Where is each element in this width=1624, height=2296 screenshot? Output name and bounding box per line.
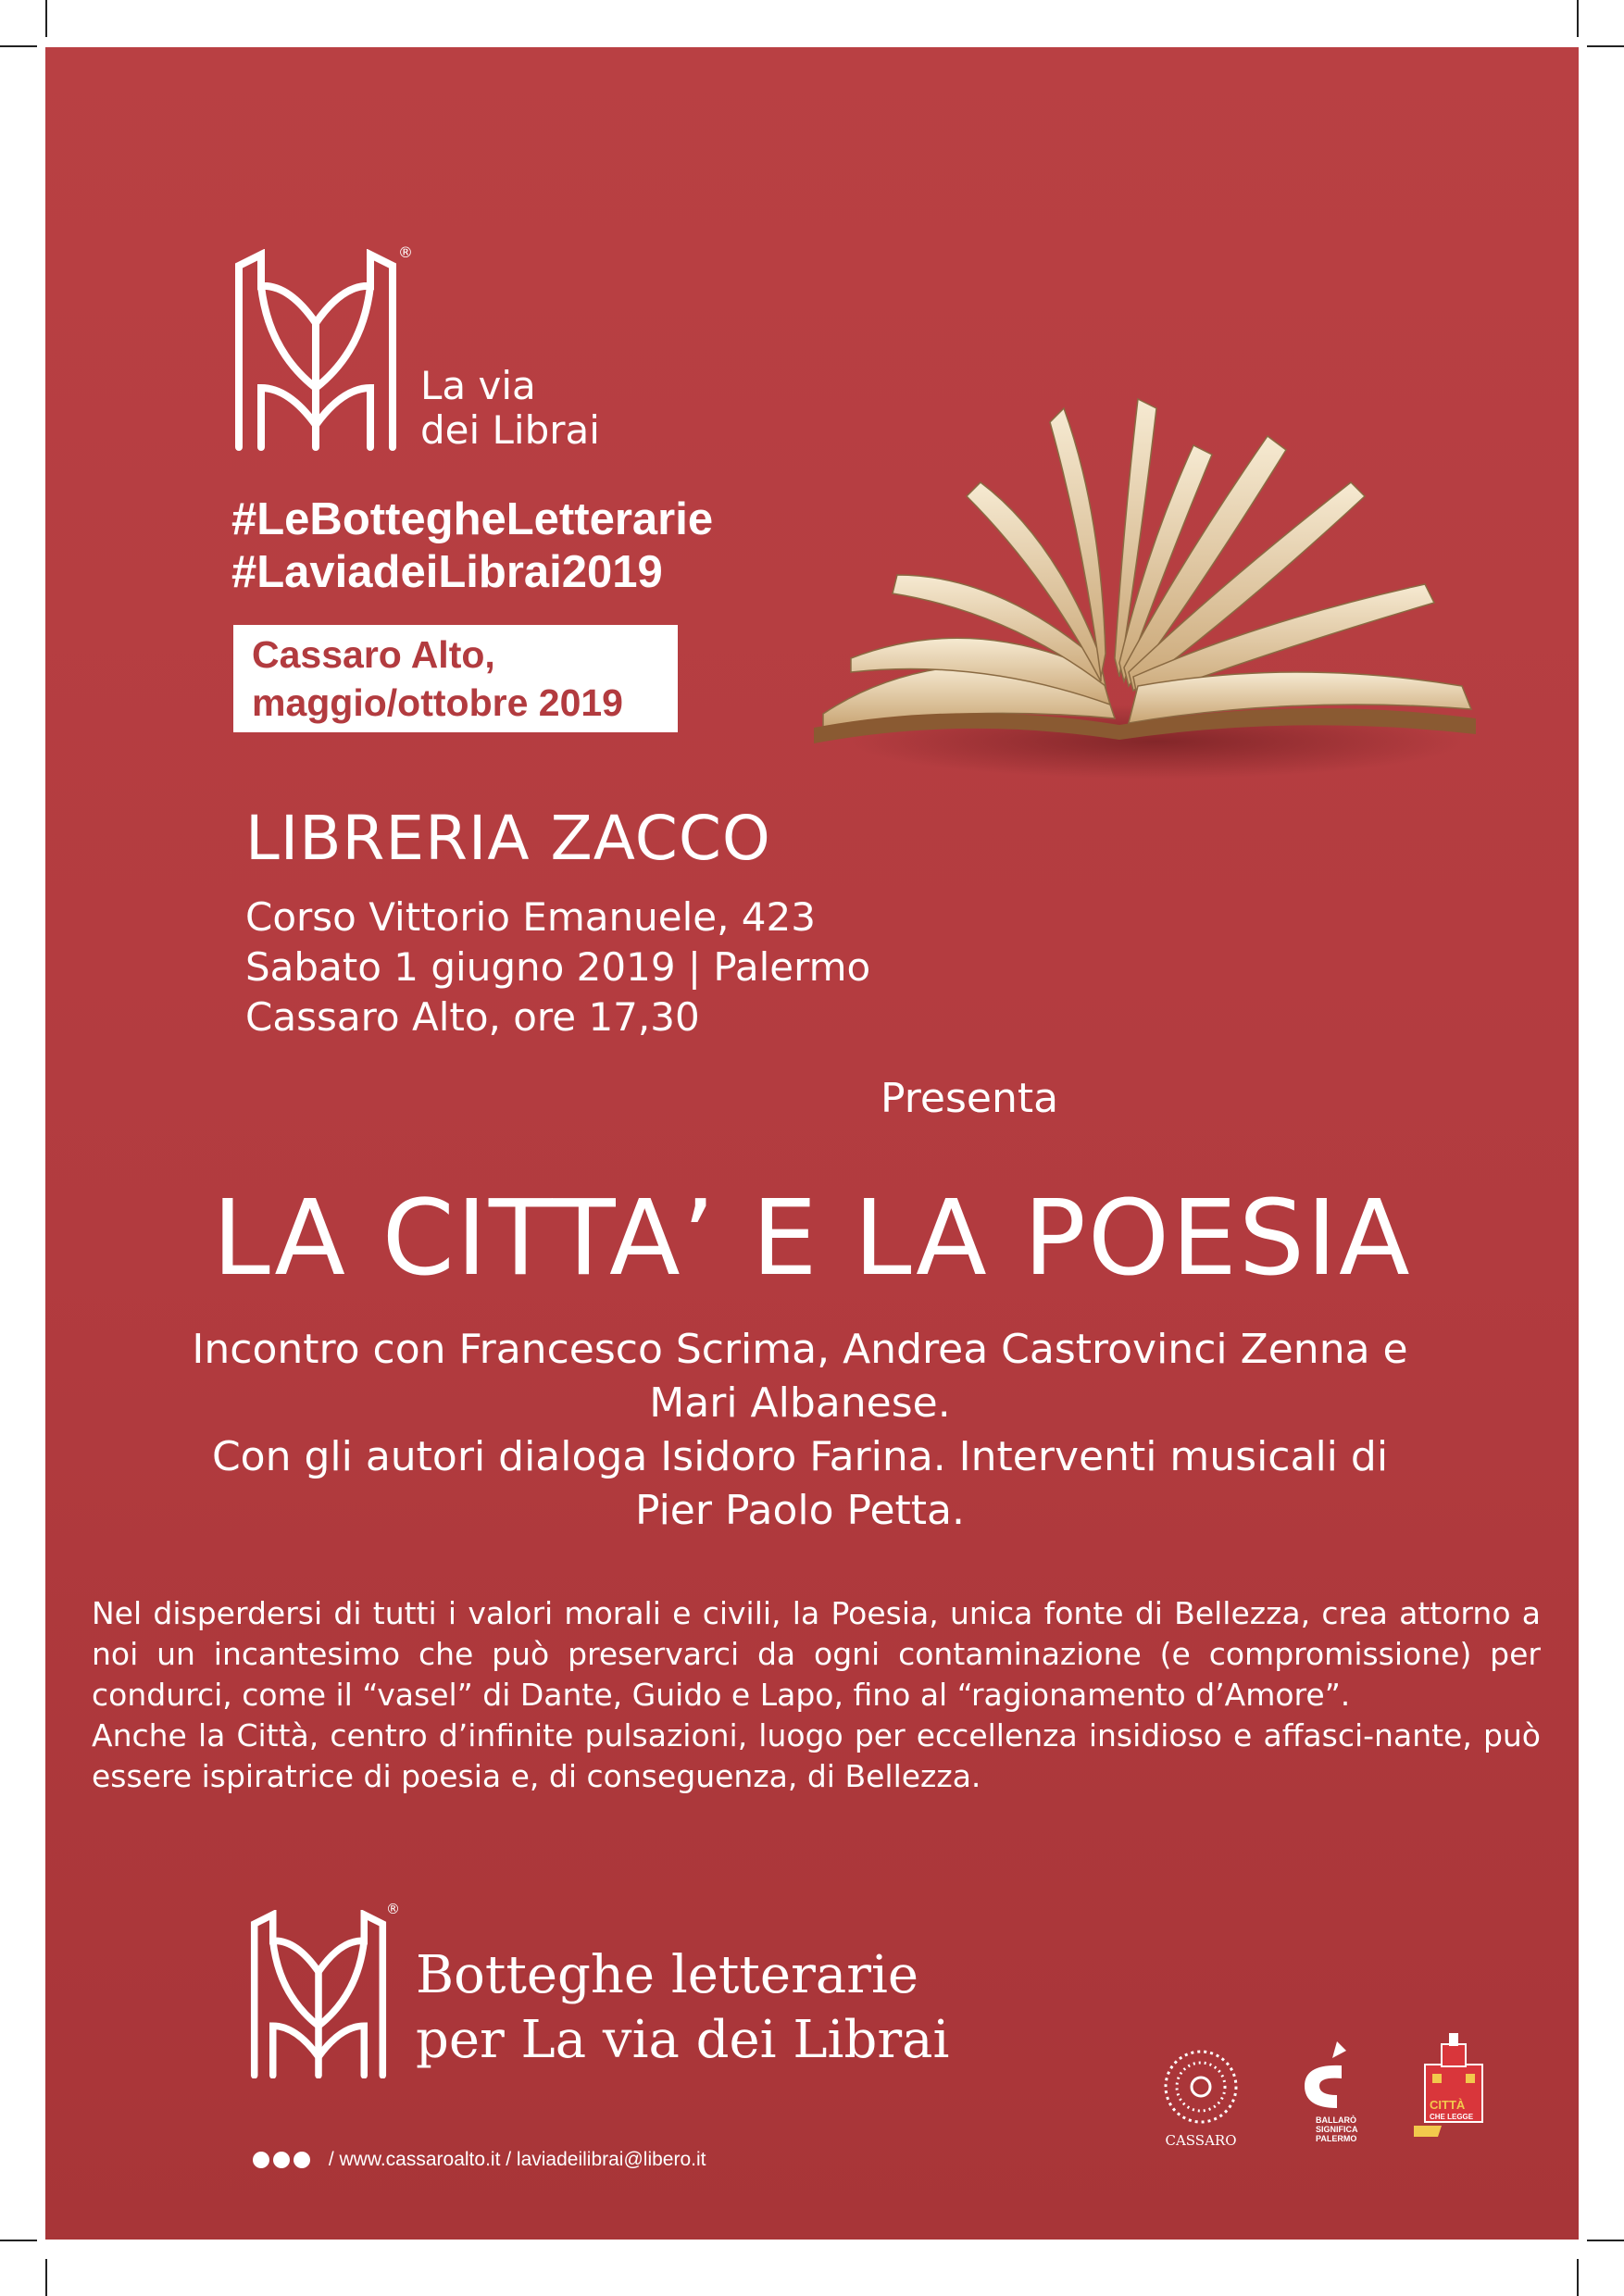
crop-mark [0, 2240, 37, 2241]
footer-links: / www.cassaroalto.it / laviadeilibrai@libero.it [328, 2149, 706, 2170]
subtitle-line: Pier Paolo Petta. [635, 1487, 965, 1534]
cassaro-logo-icon [1161, 2047, 1241, 2127]
bottom-brand-line2: per La via dei Librai [416, 2010, 950, 2070]
hashtags [231, 493, 713, 599]
registered-mark: ® [386, 1901, 400, 1917]
registered-mark: ® [398, 243, 413, 261]
bottom-brand-name [416, 1943, 949, 2073]
instagram-icon[interactable] [294, 2152, 310, 2168]
subtitle-line: Mari Albanese. [649, 1379, 951, 1427]
footer [253, 2149, 706, 2171]
arch-logo-icon [233, 249, 398, 451]
subtitle-line: Incontro con Francesco Scrima, Andrea Castrovinci Zenna e [192, 1326, 1408, 1373]
cassaro-caption: CASSARO [1165, 2132, 1237, 2149]
event-description [92, 1593, 1541, 1797]
venue-time: Cassaro Alto, ore 17,30 [245, 994, 700, 1040]
event-title: LA CITTA’ E LA POESIA [212, 1179, 1412, 1299]
crop-mark [45, 2259, 47, 2296]
ballaro-logo-icon [1295, 2038, 1360, 2112]
ballaro-caption: BALLARÒ SIGNIFICA PALERMO [1316, 2115, 1358, 2143]
event-subtitle [119, 1323, 1480, 1538]
date-box-line2: maggio/ottobre 2019 [252, 681, 623, 724]
date-box [233, 625, 678, 732]
description-paragraph: Nel disperdersi di tutti i valori morali e civili, la Poesia, unica fonte di Bellezza, crea attorno a noi un incantesimo che può preservarci da ogni contaminazione (e compromissione) per condurci, come il “vasel” di Dante, Guido e Lapo, fino al “ragionamento d’Amore”. [92, 1595, 1541, 1713]
hashtag: #LeBottegheLetterarie [231, 494, 714, 544]
citta-caption: CITTÀ CHE LEGGE [1430, 2098, 1474, 2121]
date-box-line1: Cassaro Alto, [252, 633, 495, 676]
twitter-icon[interactable] [273, 2152, 290, 2168]
hashtag: #LaviadeiLibrai2019 [231, 547, 663, 597]
citta-che-legge-logo-icon [1414, 2033, 1493, 2140]
arch-logo-icon [249, 1910, 388, 2078]
crop-mark [1587, 2240, 1624, 2241]
venue-name: LIBRERIA ZACCO [245, 803, 771, 874]
venue-details [245, 892, 870, 1042]
brand-name-line2: dei Librai [420, 407, 600, 453]
poster [45, 47, 1579, 2240]
crop-mark [1577, 0, 1579, 37]
crop-mark [0, 45, 37, 47]
bottom-brand-line1: Botteghe letterarie [416, 1945, 919, 2005]
brand-name-line1: La via [420, 363, 536, 408]
brand-name [420, 364, 600, 453]
description-paragraph: Anche la Città, centro d’infinite pulsazioni, luogo per eccellenza insidioso e affasci-nante, può essere ispiratrice di poesia e, di conseguenza, di Bellezza. [92, 1717, 1541, 1794]
crop-mark [45, 0, 47, 37]
venue-address: Corso Vittorio Emanuele, 423 [245, 894, 816, 940]
crop-mark [1577, 2259, 1579, 2296]
crop-mark [1587, 45, 1624, 47]
open-book-illustration [795, 306, 1480, 788]
presenta-label: Presenta [881, 1075, 1059, 1122]
subtitle-line: Con gli autori dialoga Isidoro Farina. Interventi musicali di [211, 1433, 1389, 1480]
facebook-icon[interactable] [253, 2152, 269, 2168]
venue-date: Sabato 1 giugno 2019 | Palermo [245, 944, 871, 990]
